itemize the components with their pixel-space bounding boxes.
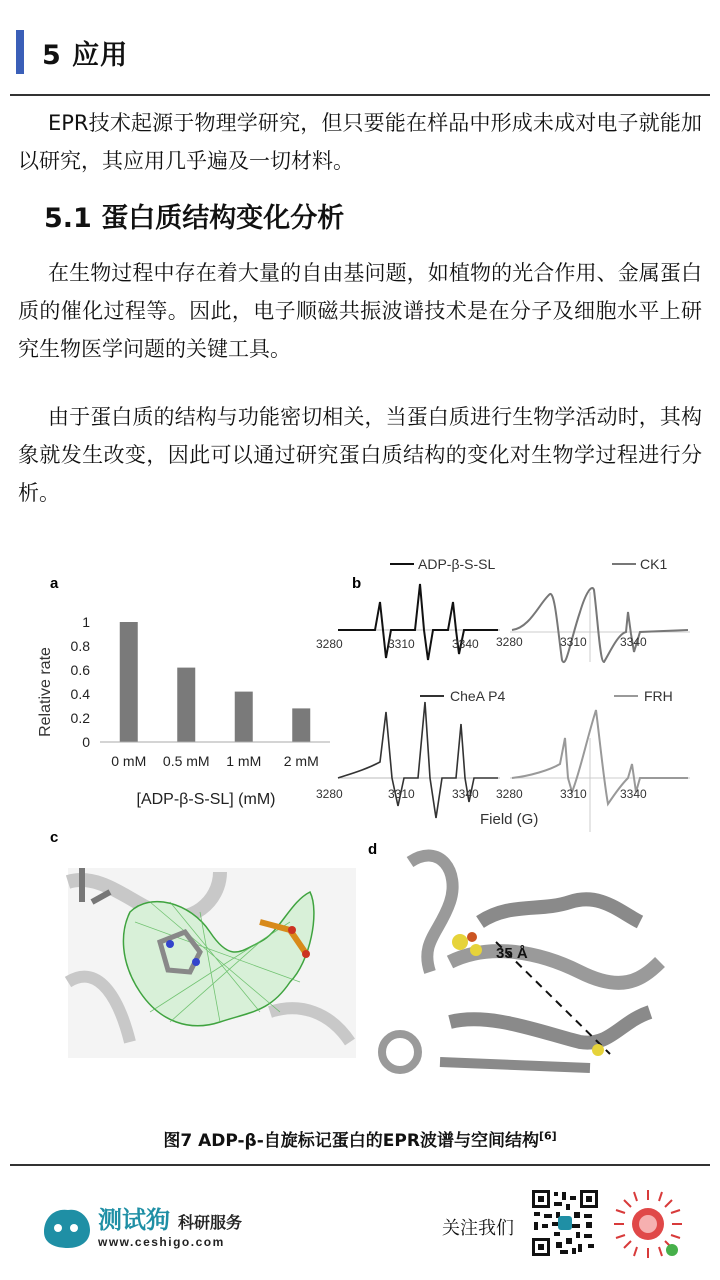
tick-b3-3310: 3310 [388,787,415,801]
caption-citation: [6] [538,1129,557,1143]
caption-text: 图7 ADP-β-自旋标记蛋白的EPR波谱与空间结构 [163,1131,539,1151]
panel-label-a: a [50,575,59,592]
y-tick-label: 1 [82,614,90,630]
panel-label-b: b [352,575,362,592]
qr-code-icon[interactable] [530,1188,600,1258]
panel-label-d: d [368,841,378,858]
dog-logo-icon [44,1210,90,1248]
bar-1mM [235,692,253,742]
y-tick-label: 0.8 [70,638,90,654]
legend-adp: ADP-β-S-SL [418,556,496,572]
section-title: 5 应用 [42,39,129,71]
subsection-title: 5.1 蛋白质结构变化分析 [44,203,345,234]
brand-name: 测试狗 [98,1207,170,1234]
x-axis-label: [ADP-β-S-SL] (mM) [136,791,276,808]
x-tick-label: 2 mM [283,753,319,769]
y-tick-label: 0 [82,734,90,750]
section-heading [16,30,128,74]
brand-website[interactable]: www.ceshigo.com [98,1235,225,1249]
y-tick-label: 0.4 [70,686,90,702]
tick-b4-3280: 3280 [496,787,523,801]
bar-0-5mM [177,668,195,742]
paragraph-2: 由于蛋白质的结构与功能密切相关，当蛋白质进行生物学活动时，其构象就发生改变，因此可以通过研究蛋白质结构的变化对生物学过程进行分析。 [18,405,702,505]
bar-2mM [292,708,310,742]
tick-b1-3310: 3310 [388,637,415,651]
heading-accent-bar [16,30,24,74]
field-axis-label: Field (G) [480,811,539,828]
ceshigo-logo[interactable] [38,1198,298,1258]
figure-caption [0,1126,720,1151]
tick-b1-3280: 3280 [316,637,343,651]
paragraph-1: 在生物过程中存在着大量的自由基问题，如植物的光合作用、金属蛋白质的催化过程等。因此，电子顺磁共振波谱技术是在分子及细胞水平上研究生物医学问题的关键工具。 [18,261,702,361]
spectrum-ck1 [512,588,688,662]
panel-label-c: c [50,829,59,846]
tick-b1-3340: 3340 [452,637,479,651]
follow-us-label: 关注我们 [442,1218,514,1239]
tick-b4-3340: 3340 [620,787,647,801]
tick-b3-3340: 3340 [452,787,479,801]
top-divider [10,94,710,96]
tick-b2-3310: 3310 [560,635,587,649]
bar-0mM [120,622,138,742]
protein-structure-image-d [382,856,660,1070]
tick-b2-3340: 3340 [620,635,647,649]
x-tick-label: 1 mM [226,753,262,769]
y-tick-label: 0.2 [70,710,90,726]
y-axis-label: Relative rate [37,647,54,737]
bottom-divider [10,1164,710,1166]
distance-label: 35 Å [496,945,528,962]
legend-ck1: CK1 [640,556,668,572]
x-tick-label: 0.5 mM [162,753,210,769]
spectrum-frh [512,710,688,804]
tick-b4-3310: 3310 [560,787,587,801]
legend-chea: CheA P4 [450,688,506,704]
tick-b3-3280: 3280 [316,787,343,801]
electron-density-image-c [68,868,356,1058]
epr-spectra-b [316,556,690,832]
x-tick-label: 0 mM [111,753,147,769]
brand-subtitle: 科研服务 [178,1215,243,1232]
figure-7 [20,542,710,1122]
mini-program-code-icon[interactable] [610,1186,686,1262]
intro-paragraph: EPR技术起源于物理学研究，但只要能在样品中形成未成对电子就能加以研究，其应用几乎遍及一切材料。 [18,111,702,173]
bar-chart-a [37,614,330,808]
y-tick-label: 0.6 [70,662,90,678]
legend-frh: FRH [644,688,673,704]
tick-b2-3280: 3280 [496,635,523,649]
